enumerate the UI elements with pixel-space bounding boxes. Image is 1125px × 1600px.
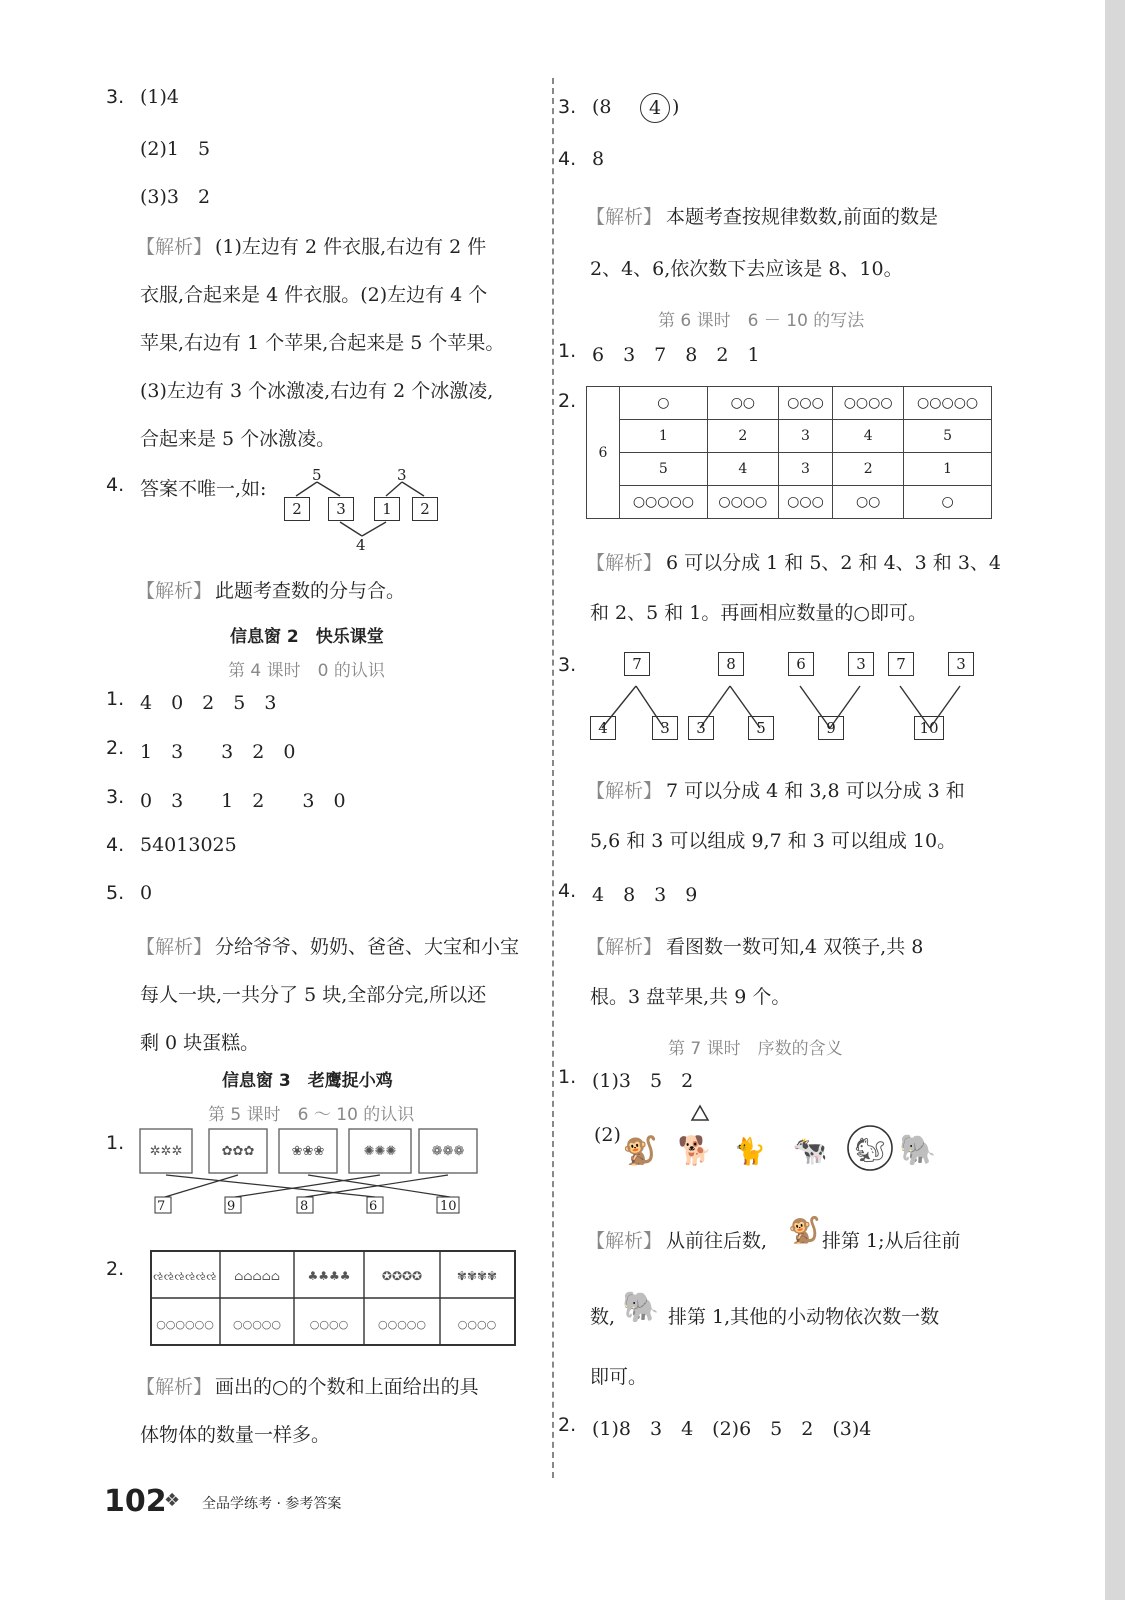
- q3-jx-line1: (1)左边有 2 件衣服,右边有 2 件: [215, 236, 487, 258]
- l7-q1-jx-line3: 即可。: [590, 1366, 648, 1388]
- l4-q4-text: 54013025: [140, 834, 237, 856]
- l6-q3-t2-a: 3: [688, 716, 714, 740]
- l5-q1-num4: 6: [369, 1199, 378, 1214]
- l6-q2-split-table: [586, 386, 992, 519]
- l4-q2-label: 2.: [106, 737, 125, 759]
- l6-q2-r1-4: 4: [833, 420, 904, 453]
- l6-q4-jx-line2: 根。3 盘苹果,共 9 个。: [590, 986, 791, 1008]
- l6-q1-text: 6 3 7 8 2 1: [592, 344, 760, 366]
- l4-q5-label: 5.: [106, 882, 125, 904]
- l6-q2-r2-5: 1: [904, 453, 992, 486]
- lesson-4-title: 第 4 课时 0 的认识: [228, 661, 385, 681]
- tree1-box-b: 3: [328, 497, 354, 521]
- l4-q5-jx-tag: 【解析】: [136, 936, 213, 958]
- l6-q1-label: 1.: [558, 340, 577, 362]
- q4-text: 答案不唯一,如:: [140, 478, 267, 500]
- svg-text:❁❁❁: ❁❁❁: [431, 1144, 465, 1159]
- r-q4-label: 4.: [558, 148, 577, 170]
- l6-q3-t2-top: 8: [718, 652, 744, 676]
- svg-text:✾✾✾✾: ✾✾✾✾: [456, 1269, 498, 1283]
- svg-text:○○○○○: ○○○○○: [378, 1318, 426, 1331]
- svg-text:🐄: 🐄: [792, 1134, 828, 1167]
- l5-q2-jx-line2: 体物体的数量一样多。: [140, 1424, 331, 1446]
- elephant-icon: 🐘: [622, 1290, 660, 1325]
- r-q4-jx-line2: 2、4、6,依次数下去应该是 8、10。: [590, 258, 903, 280]
- l6-q3-t1-b: 3: [652, 716, 678, 740]
- l6-q3-t3-b: 3: [848, 652, 874, 676]
- svg-text:🐒: 🐒: [622, 1134, 658, 1167]
- l5-q1-num5: 10: [440, 1199, 457, 1214]
- l7-q1-jx-line1: 从前往后数,: [666, 1230, 768, 1252]
- l6-q4-label: 4.: [558, 880, 577, 902]
- l7-q1-jx-line2: 数,: [590, 1306, 616, 1328]
- l6-q2-top-3: ○○○: [778, 387, 832, 420]
- l6-q2-bot-4: ○○: [833, 486, 904, 519]
- svg-text:♣♣♣♣: ♣♣♣♣: [307, 1269, 351, 1283]
- l4-q5-jx-line3: 剩 0 块蛋糕。: [140, 1032, 260, 1054]
- svg-text:✲✲✲: ✲✲✲: [149, 1144, 183, 1159]
- l5-q1-num1: 7: [157, 1199, 166, 1214]
- l4-q1-text: 4 0 2 5 3: [140, 692, 277, 714]
- tree2-box-b: 2: [412, 497, 438, 521]
- l6-q4-jx-line1: 看图数一数可知,4 双筷子,共 8: [666, 936, 924, 958]
- l6-q3-t1-top: 7: [624, 652, 650, 676]
- svg-text:○○○○○: ○○○○○: [233, 1318, 281, 1331]
- l6-q2-r1-5: 5: [904, 420, 992, 453]
- l6-q4-jx-tag: 【解析】: [586, 936, 663, 958]
- svg-text:🐘: 🐘: [899, 1133, 937, 1168]
- l6-q2-jx-tag: 【解析】: [586, 552, 663, 574]
- l5-q1-label: 1.: [106, 1132, 125, 1154]
- q3-jx-line4: (3)左边有 3 个冰激凌,右边有 2 个冰激凌,: [140, 380, 494, 402]
- l6-q2-r1-3: 3: [778, 420, 832, 453]
- l7-q1-label: 1.: [558, 1066, 577, 1088]
- q3-part3: (3)3 2: [140, 186, 211, 208]
- lesson-6-title: 第 6 课时 6 － 10 的写法: [658, 311, 865, 331]
- l6-q2-r2-1: 5: [620, 453, 708, 486]
- l7-q2-text: (1)8 3 4 (2)6 5 2 (3)4: [592, 1418, 872, 1440]
- l6-q2-jx-line1: 6 可以分成 1 和 5、2 和 4、3 和 3、4: [666, 552, 1002, 574]
- tree2-box-a: 1: [374, 497, 400, 521]
- section-title-2: 信息窗 2 快乐课堂: [230, 627, 384, 647]
- l6-q3-jx-tag: 【解析】: [586, 780, 663, 802]
- l6-q2-top-4: ○○○○: [833, 387, 904, 420]
- l7-q1-jx-line2b: 排第 1,其他的小动物依次数一数: [668, 1306, 940, 1328]
- l7-q1-jx-line1b: 排第 1;从后往前: [822, 1230, 961, 1252]
- svg-text:✪✪✪✪: ✪✪✪✪: [381, 1269, 423, 1283]
- page-edge-shadow: [1105, 0, 1125, 1600]
- l7-q1-animal-row: [620, 1100, 940, 1180]
- svg-text:🐿: 🐿: [854, 1136, 886, 1164]
- column-divider: [552, 78, 554, 1478]
- l6-q2-top-1: ○: [620, 387, 708, 420]
- l6-q2-r1-2: 2: [707, 420, 778, 453]
- l5-q1-num2: 9: [227, 1199, 236, 1214]
- l7-q2-label: 2.: [558, 1414, 577, 1436]
- svg-text:○○○○: ○○○○: [457, 1318, 497, 1331]
- q3-label: 3.: [106, 86, 125, 108]
- l6-q2-jx-line2: 和 2、5 和 1。再画相应数量的○即可。: [590, 602, 927, 624]
- l6-q3-label: 3.: [558, 654, 577, 676]
- page-number: 102: [104, 1484, 167, 1519]
- l7-q1-part2: (2): [594, 1124, 621, 1146]
- l4-q5-text: 0: [140, 882, 153, 904]
- l5-q2-drawing-table: [150, 1250, 520, 1350]
- r-q4-jx-tag: 【解析】: [586, 206, 663, 228]
- tree1-box-a: 2: [284, 497, 310, 521]
- l6-q2-label: 2.: [558, 390, 577, 412]
- l4-q1-label: 1.: [106, 688, 125, 710]
- lesson-7-title: 第 7 课时 序数的含义: [668, 1039, 843, 1059]
- l5-q2-label: 2.: [106, 1258, 125, 1280]
- l4-q5-jx-line1: 分给爷爷、奶奶、爸爸、大宝和小宝: [215, 936, 520, 958]
- l4-q2-text: 1 3 3 2 0: [140, 741, 296, 763]
- r-q3-a: (8: [592, 96, 612, 118]
- svg-text:✿✿✿: ✿✿✿: [221, 1144, 255, 1159]
- l6-q2-top-5: ○○○○○: [904, 387, 992, 420]
- l6-q3-jx-line2: 5,6 和 3 可以组成 9,7 和 3 可以组成 10。: [590, 830, 957, 852]
- q3-jx-tag: 【解析】: [136, 236, 213, 258]
- l6-q2-bot-1: ○○○○○: [620, 486, 708, 519]
- l4-q3-label: 3.: [106, 786, 125, 808]
- q4-jx-line1: 此题考查数的分与合。: [215, 580, 406, 602]
- l6-q3-t3-a: 6: [788, 652, 814, 676]
- l6-q3-t4-bottom: 10: [914, 716, 944, 740]
- l6-q3-jx-line1: 7 可以分成 4 和 3,8 可以分成 3 和: [666, 780, 965, 802]
- l6-q3-t1-a: 4: [590, 716, 616, 740]
- q3-part1: (1)4: [140, 86, 180, 108]
- l6-q2-head: 6: [587, 387, 620, 519]
- l5-q2-jx-tag: 【解析】: [136, 1376, 213, 1398]
- svg-text:🐈: 🐈: [733, 1137, 767, 1167]
- q4-label: 4.: [106, 474, 125, 496]
- r-q4-text: 8: [592, 148, 605, 170]
- svg-text:○○○○○○: ○○○○○○: [156, 1318, 214, 1331]
- footer-diamond-icon: ❖: [164, 1490, 181, 1511]
- l6-q3-t4-b: 3: [948, 652, 974, 676]
- l4-q3-text: 0 3 1 2 3 0: [140, 790, 346, 812]
- section-title-3: 信息窗 3 老鹰捉小鸡: [222, 1071, 393, 1091]
- footer-text: 全品学练考 · 参考答案: [202, 1496, 342, 1512]
- tree3-bottom: 4: [356, 536, 366, 554]
- svg-text:❀❀❀: ❀❀❀: [291, 1144, 325, 1159]
- r-q4-jx-line1: 本题考查按规律数数,前面的数是: [666, 206, 939, 228]
- r-q3-label: 3.: [558, 96, 577, 118]
- l6-q2-r2-2: 4: [707, 453, 778, 486]
- l6-q2-r1-1: 1: [620, 420, 708, 453]
- monkey-icon: 🐒: [788, 1216, 821, 1246]
- svg-text:⌂⌂⌂⌂⌂: ⌂⌂⌂⌂⌂: [234, 1269, 280, 1283]
- svg-text:○○○○: ○○○○: [309, 1318, 349, 1331]
- l6-q2-top-2: ○○: [707, 387, 778, 420]
- l6-q2-bot-3: ○○○: [778, 486, 832, 519]
- l6-q2-bot-5: ○: [904, 486, 992, 519]
- q4-jx-tag: 【解析】: [136, 580, 213, 602]
- r-q3-circled-answer: 4: [640, 93, 670, 123]
- l7-q1-part1: (1)3 5 2: [592, 1070, 694, 1092]
- q3-jx-line3: 苹果,右边有 1 个苹果,合起来是 5 个苹果。: [140, 332, 505, 354]
- l4-q4-label: 4.: [106, 834, 125, 856]
- l6-q2-bot-2: ○○○○: [707, 486, 778, 519]
- l7-q1-jx-tag: 【解析】: [586, 1230, 663, 1252]
- q3-jx-line2: 衣服,合起来是 4 件衣服。(2)左边有 4 个: [140, 284, 488, 306]
- svg-text:🐕: 🐕: [677, 1134, 713, 1167]
- l6-q2-r2-3: 3: [778, 453, 832, 486]
- tree1-top: 5: [312, 466, 322, 484]
- q3-jx-line5: 合起来是 5 个冰激凌。: [140, 428, 336, 450]
- q3-part2: (2)1 5: [140, 138, 211, 160]
- lesson-5-title: 第 5 课时 6 ～ 10 的认识: [208, 1105, 415, 1125]
- l6-q3-t2-b: 5: [748, 716, 774, 740]
- svg-text:ઌઌઌઌઌઌ: ઌઌઌઌઌઌ: [153, 1269, 217, 1283]
- l5-q2-jx-line1: 画出的○的个数和上面给出的具: [215, 1376, 479, 1398]
- l6-q4-text: 4 8 3 9: [592, 884, 698, 906]
- l4-q5-jx-line2: 每人一块,一共分了 5 块,全部分完,所以还: [140, 984, 487, 1006]
- l5-q1-num3: 8: [300, 1199, 309, 1214]
- tree2-top: 3: [397, 466, 407, 484]
- svg-text:✺✺✺: ✺✺✺: [363, 1144, 397, 1159]
- l6-q3-t4-a: 7: [888, 652, 914, 676]
- r-q3-c: ): [672, 96, 680, 118]
- l6-q3-t3-bottom: 9: [818, 716, 844, 740]
- l6-q2-r2-4: 2: [833, 453, 904, 486]
